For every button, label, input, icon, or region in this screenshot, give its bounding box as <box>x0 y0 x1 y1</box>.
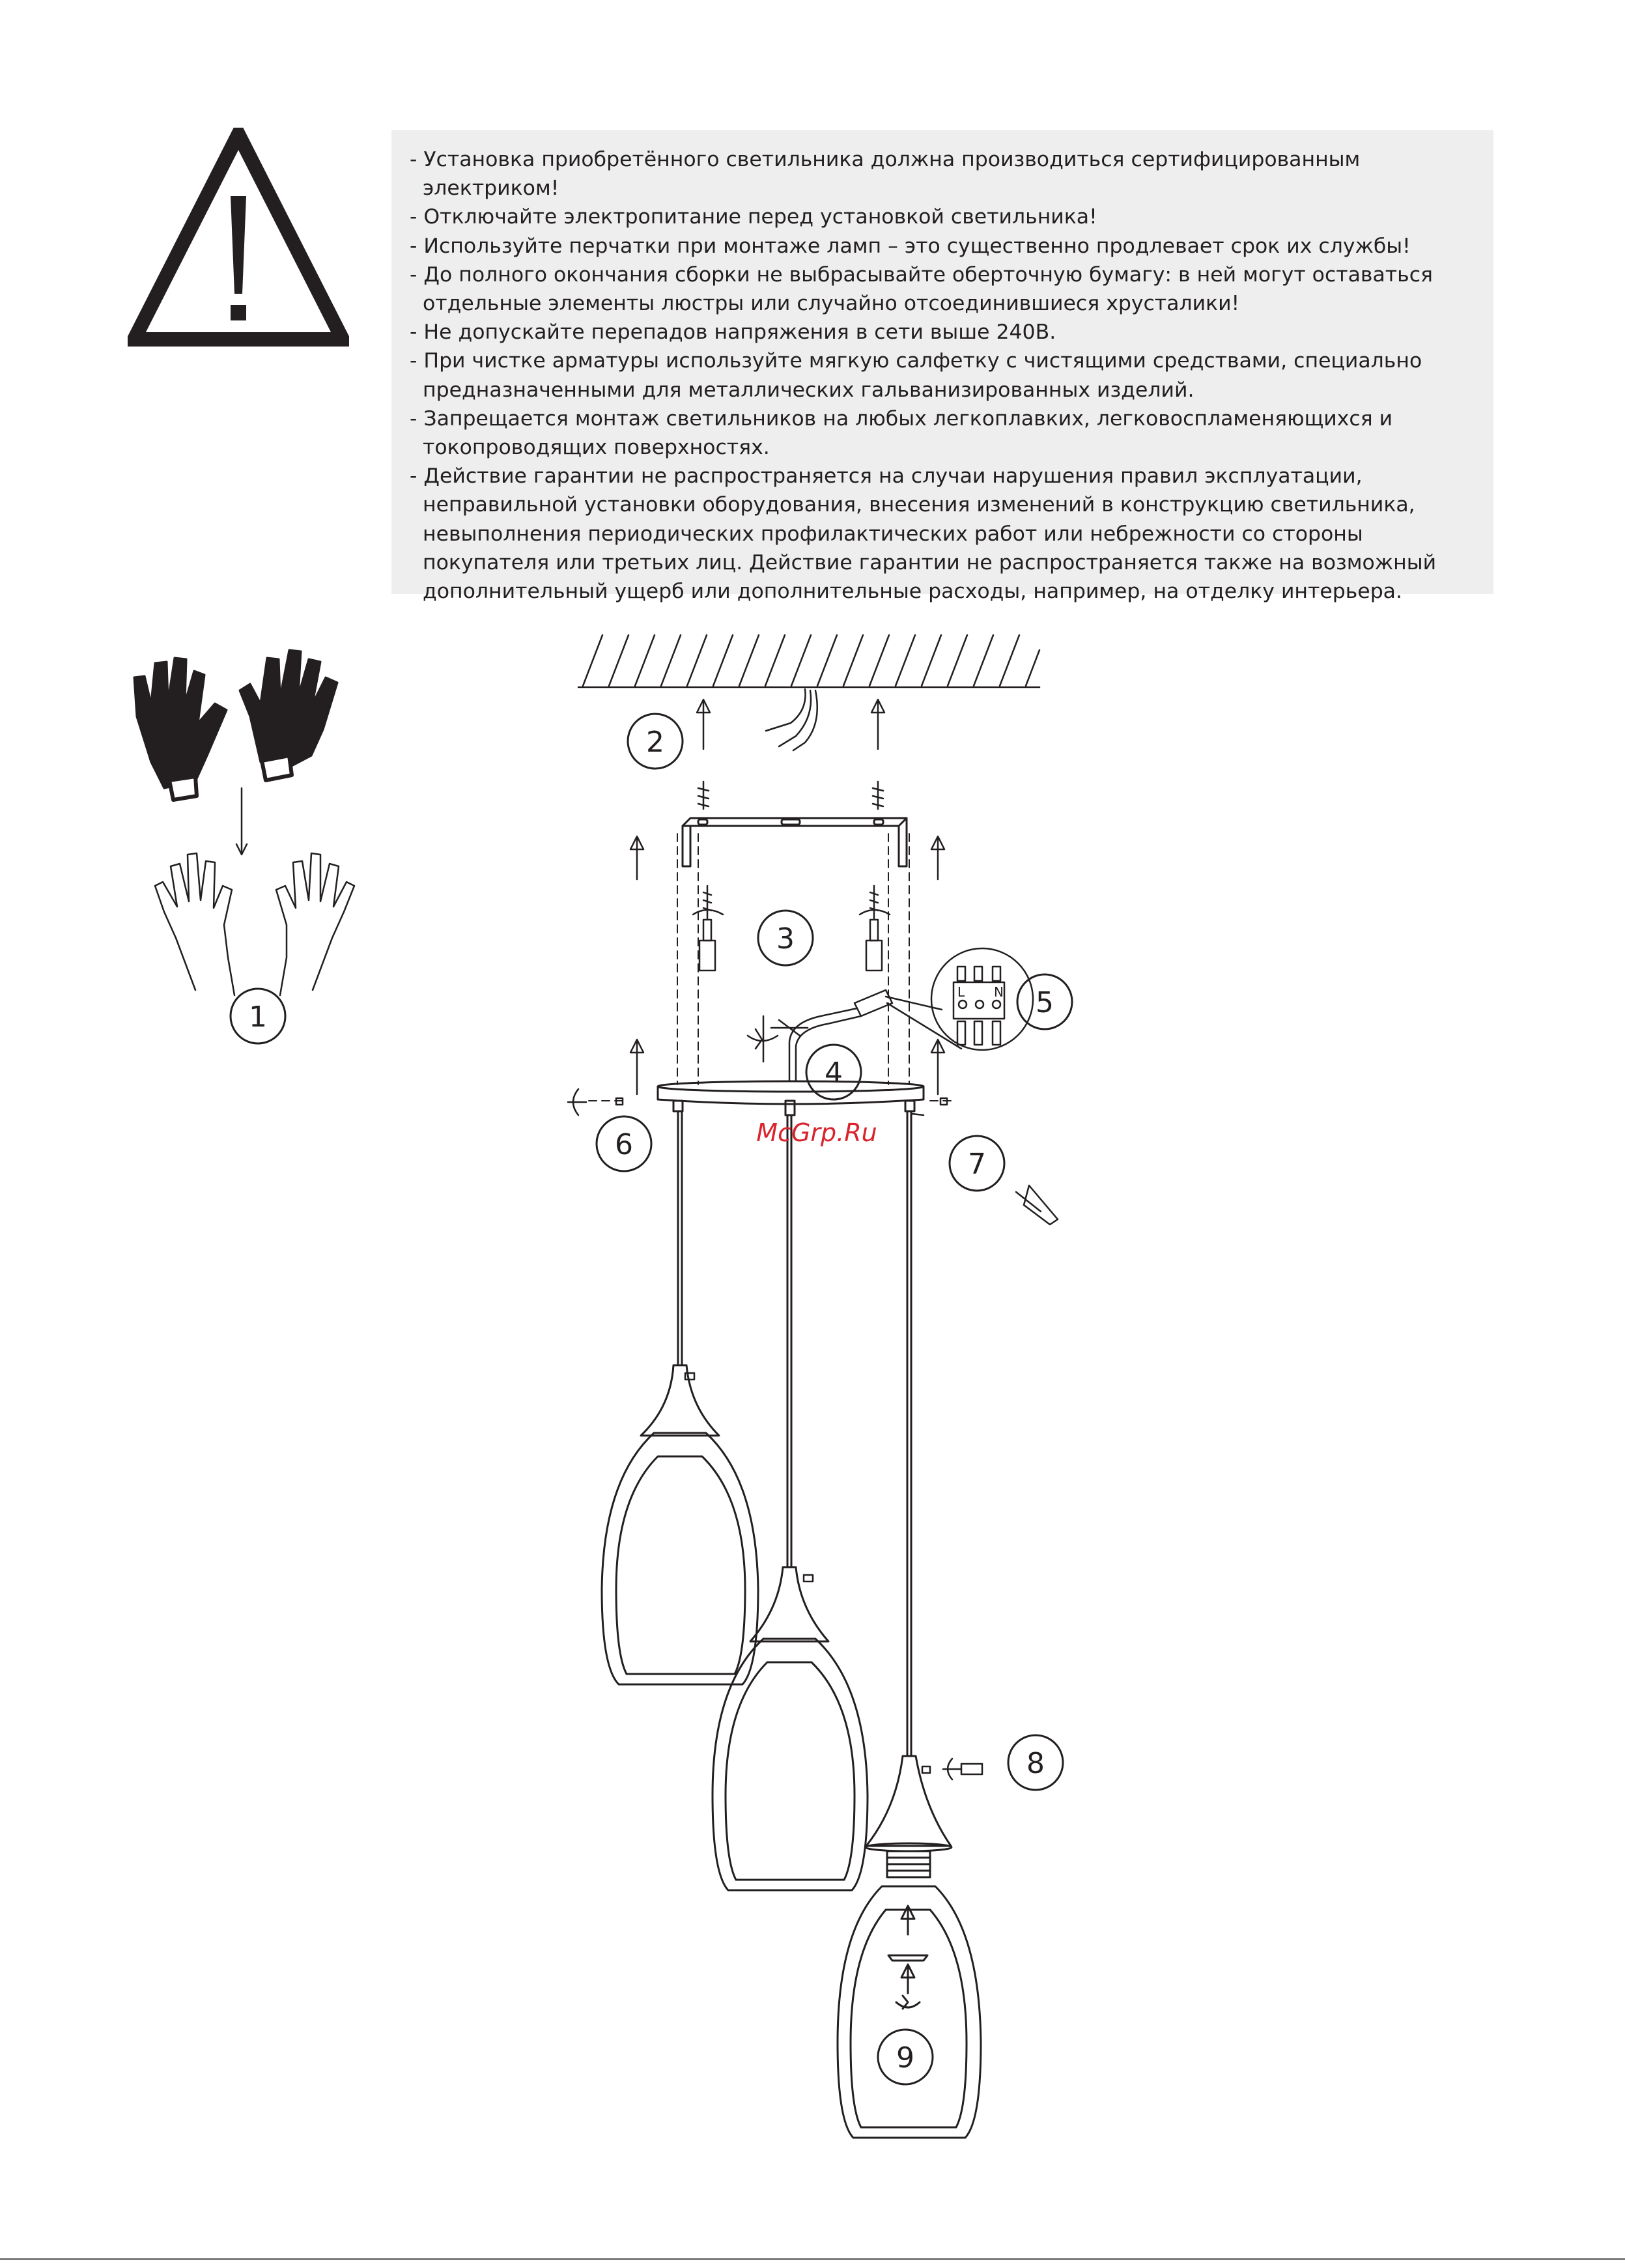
step-marker-3 <box>758 911 813 965</box>
rotation-icon <box>748 1016 778 1062</box>
step-marker-6 <box>597 1116 651 1171</box>
svg-text:6: 6 <box>615 1128 633 1161</box>
dowel-icon <box>698 782 883 809</box>
warning-item: - Используйте перчатки при монтаже ламп – это существенно продлевает срок их службы! <box>410 234 1411 258</box>
gloves-icon <box>134 650 337 800</box>
canopy <box>658 1081 924 1115</box>
bare-hands-icon <box>155 853 354 995</box>
warning-item: - Установка приобретённого светильника должна производиться сертифицированным электриком! <box>410 148 1361 201</box>
alignment-guides <box>589 834 951 1101</box>
svg-text:8: 8 <box>1026 1747 1045 1780</box>
assembly-diagram <box>0 612 1625 2215</box>
svg-text:1: 1 <box>249 1000 267 1034</box>
warning-item: - Запрещается монтаж светильников на любых легкоплавких, легковоспламеняющихся и токопроводящих поверхностях. <box>410 406 1393 460</box>
warning-item: - До полного окончания сборки не выбрасывайте оберточную бумагу: в ней могут оставаться отдельные элементы люстры или случайно отсоединившиеся хрусталики! <box>410 262 1433 316</box>
step-marker-7 <box>950 1136 1004 1191</box>
terminal-label-neutral: N <box>994 984 1004 1000</box>
svg-text:3: 3 <box>776 922 795 956</box>
pendant-shade <box>602 1365 758 1684</box>
pendant-shade <box>713 1567 868 1890</box>
warning-panel <box>391 130 1493 604</box>
pendant-cords <box>678 1111 911 1756</box>
warning-list <box>410 145 1493 606</box>
step-marker-5 <box>1017 974 1072 1029</box>
step-markers <box>231 714 1072 2084</box>
ceiling <box>578 635 1039 687</box>
svg-text:7: 7 <box>968 1148 986 1181</box>
warning-item: - Не допускайте перепадов напряжения в сети выше 240В. <box>410 320 1056 345</box>
mounting-bracket <box>683 818 907 866</box>
watermark: McGrp.Ru <box>756 1118 877 1147</box>
ceiling-wires <box>766 689 817 750</box>
terminal-label-live: L <box>957 984 965 1000</box>
svg-text:5: 5 <box>1036 986 1054 1019</box>
warning-item: - Отключайте электропитание перед установкой светильника! <box>410 205 1097 229</box>
page-bottom-rule <box>0 2258 1625 2260</box>
step-marker-1 <box>231 989 285 1043</box>
step-marker-2 <box>628 714 683 769</box>
step-marker-9 <box>878 2030 933 2084</box>
svg-text:9: 9 <box>896 2041 914 2075</box>
warning-triangle-icon <box>128 128 349 349</box>
svg-text:2: 2 <box>646 726 664 759</box>
down-arrow-icon <box>236 788 247 855</box>
step-marker-8 <box>1008 1735 1063 1790</box>
svg-text:4: 4 <box>825 1056 843 1090</box>
warning-item: - При чистке арматуры используйте мягкую салфетку с чистящими средствами, специально предназначенными для металлических гальванизированных изделий. <box>410 349 1422 402</box>
pendant-shade <box>838 1756 981 2138</box>
terminal-block <box>771 990 961 1081</box>
warning-item: - Действие гарантии не распространяется на случаи нарушения правил эксплуатации, неправильной установки оборудования, внесения изменений в конструкцию светильника, невыполнения периодических профилактических работ или небрежности со стороны покупателя или третьих лиц. Действие гарантии не распространяется также на возможный дополнительный ущерб или дополнительные расходы, например, на отделку интерьера. <box>410 464 1437 604</box>
